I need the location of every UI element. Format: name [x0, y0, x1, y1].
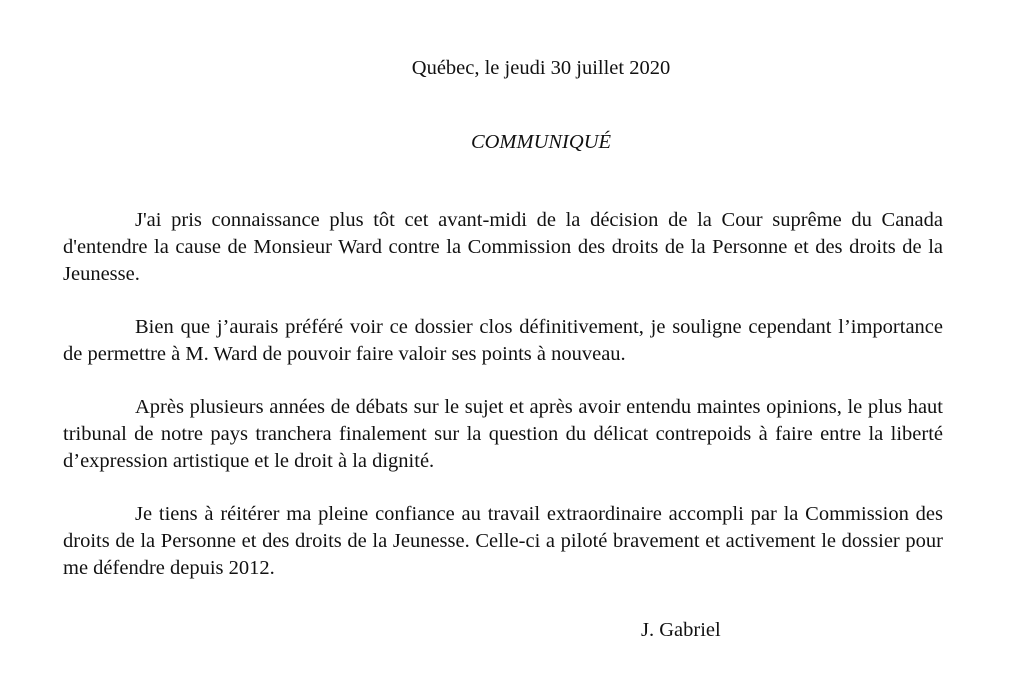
- body-text: [63, 207, 943, 608]
- paragraph-4: Je tiens à réitérer ma pleine confiance au travail extraordinaire accompli par la Commission des droits de la Personne et des droits de la Jeunesse. Celle-ci a piloté bravement et activement le dossier pour me défendre depuis 2012.: [63, 503, 943, 579]
- paragraph-2: Bien que j’aurais préféré voir ce dossier clos définitivement, je souligne cependant l’importance de permettre à M. Ward de pouvoir faire valoir ses points à nouveau.: [63, 316, 943, 365]
- signature: J. Gabriel: [641, 619, 721, 641]
- document-title: COMMUNIQUÉ: [470, 131, 612, 153]
- paragraph-1: J'ai pris connaissance plus tôt cet avant-midi de la décision de la Cour suprême du Canada d'entendre la cause de Monsieur Ward contre la Commission des droits de la Personne et des droits de la Jeunesse.: [63, 209, 943, 285]
- date-line: Québec, le jeudi 30 juillet 2020: [411, 57, 671, 79]
- paragraph-3: Après plusieurs années de débats sur le sujet et après avoir entendu maintes opinions, le plus haut tribunal de notre pays tranchera finalement sur la question du délicat contrepoids à faire entre la liberté d’expression artistique et le droit à la dignité.: [63, 396, 943, 472]
